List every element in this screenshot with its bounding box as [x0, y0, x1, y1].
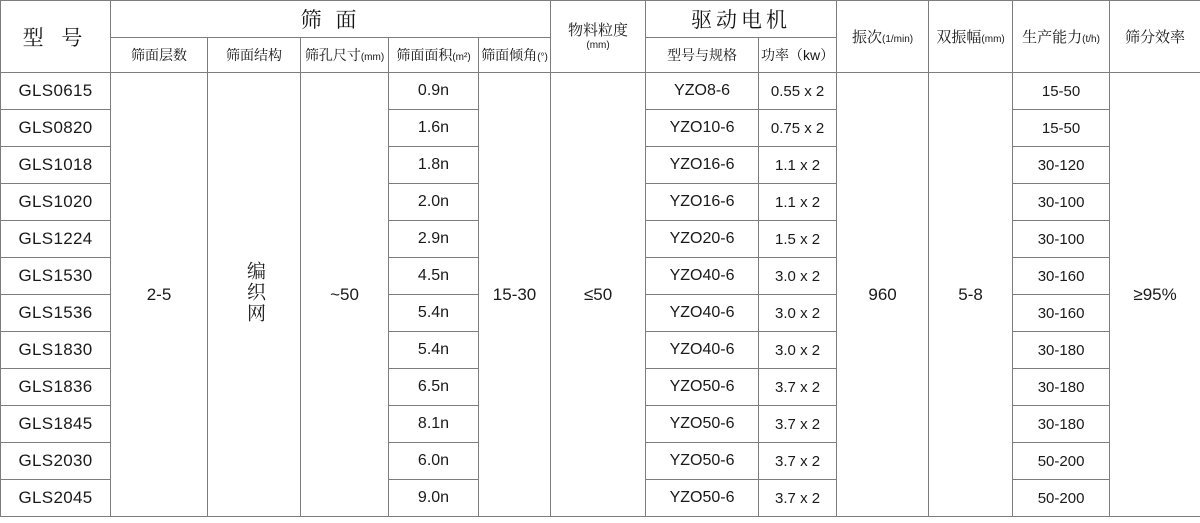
- table-body: [1, 73, 1200, 517]
- header-screen-surface: 筛 面: [111, 1, 551, 38]
- header-motor-model-label: 型号与规格: [667, 47, 738, 63]
- cell-screen-structure: [208, 73, 301, 517]
- cell-material-size: ≤50: [551, 73, 646, 517]
- cell-motor-power: 3.0 x 2: [759, 295, 837, 332]
- cell-model: GLS0615: [1, 73, 111, 110]
- header-frequency: [837, 1, 929, 73]
- header-capacity-unit: (t/h): [1082, 34, 1100, 45]
- cell-motor-model: YZO50-6: [646, 443, 759, 480]
- header-amplitude-unit: (mm): [981, 34, 1005, 45]
- cell-capacity: 30-100: [1013, 221, 1110, 258]
- header-amplitude-label: 双振幅: [936, 29, 982, 46]
- cell-motor-power: 3.0 x 2: [759, 332, 837, 369]
- cell-capacity: 30-180: [1013, 369, 1110, 406]
- cell-capacity: 50-200: [1013, 480, 1110, 517]
- cell-capacity: 15-50: [1013, 73, 1110, 110]
- header-drive-motor: 驱动电机: [646, 1, 837, 38]
- cell-capacity: 50-200: [1013, 443, 1110, 480]
- cell-screen-area: 6.0n: [389, 443, 479, 480]
- header-model: 型 号: [1, 1, 111, 73]
- cell-model: GLS1530: [1, 258, 111, 295]
- cell-screen-area: 1.6n: [389, 110, 479, 147]
- cell-capacity: 30-180: [1013, 406, 1110, 443]
- cell-motor-model: YZO20-6: [646, 221, 759, 258]
- cell-aperture: ~50: [301, 73, 389, 517]
- cell-model: GLS1836: [1, 369, 111, 406]
- header-material-size-label: 物料粒度: [568, 21, 629, 39]
- header-capacity-label: 生产能力: [1022, 29, 1083, 46]
- header-screen-area: [389, 38, 479, 73]
- header-material-size-unit: (mm): [586, 39, 610, 51]
- cell-amplitude: 5-8: [929, 73, 1013, 517]
- cell-screen-area: 1.8n: [389, 147, 479, 184]
- cell-capacity: 30-160: [1013, 258, 1110, 295]
- cell-motor-model: YZO40-6: [646, 295, 759, 332]
- cell-motor-power: 3.0 x 2: [759, 258, 837, 295]
- cell-screen-area: 5.4n: [389, 332, 479, 369]
- header-frequency-label: 振次: [851, 29, 882, 46]
- cell-motor-model: YZO50-6: [646, 369, 759, 406]
- header-row-top: [1, 1, 1200, 38]
- cell-motor-power: 3.7 x 2: [759, 480, 837, 517]
- cell-motor-power: 0.55 x 2: [759, 73, 837, 110]
- cell-model: GLS1224: [1, 221, 111, 258]
- cell-model: GLS0820: [1, 110, 111, 147]
- cell-motor-model: YZO50-6: [646, 406, 759, 443]
- cell-motor-power: 0.75 x 2: [759, 110, 837, 147]
- cell-screen-area: 2.0n: [389, 184, 479, 221]
- cell-motor-power: 3.7 x 2: [759, 443, 837, 480]
- cell-model: GLS1830: [1, 332, 111, 369]
- cell-frequency: 960: [837, 73, 929, 517]
- header-incline-label: 筛面倾角: [481, 47, 538, 63]
- header-motor-power: [759, 38, 837, 73]
- header-amplitude: [929, 1, 1013, 73]
- cell-motor-model: YZO16-6: [646, 147, 759, 184]
- header-efficiency-label: 筛分效率: [1125, 29, 1186, 46]
- cell-capacity: 30-160: [1013, 295, 1110, 332]
- cell-screen-area: 9.0n: [389, 480, 479, 517]
- header-screen-area-label: 筛面面积: [396, 47, 453, 63]
- cell-capacity: 30-120: [1013, 147, 1110, 184]
- cell-motor-model: YZO40-6: [646, 332, 759, 369]
- cell-motor-power: 1.5 x 2: [759, 221, 837, 258]
- cell-motor-power: 3.7 x 2: [759, 406, 837, 443]
- cell-incline: 15-30: [479, 73, 551, 517]
- header-screen-layers-label: 筛面层数: [131, 47, 187, 63]
- header-aperture-label: 筛孔尺寸: [304, 47, 361, 63]
- cell-motor-model: YZO16-6: [646, 184, 759, 221]
- header-motor-model: [646, 38, 759, 73]
- cell-screen-area: 2.9n: [389, 221, 479, 258]
- header-capacity: [1013, 1, 1110, 73]
- cell-capacity: 30-100: [1013, 184, 1110, 221]
- header-incline-unit: (°): [537, 52, 548, 63]
- header-aperture: [301, 38, 389, 73]
- header-screen-structure: [208, 38, 301, 73]
- header-efficiency: [1110, 1, 1200, 73]
- cell-screen-structure-text: 编织网: [244, 260, 265, 324]
- cell-model: GLS1536: [1, 295, 111, 332]
- cell-motor-model: YZO50-6: [646, 480, 759, 517]
- header-screen-layers: [111, 38, 208, 73]
- cell-capacity: 30-180: [1013, 332, 1110, 369]
- cell-model: GLS2030: [1, 443, 111, 480]
- cell-screen-area: 0.9n: [389, 73, 479, 110]
- cell-motor-model: YZO8-6: [646, 73, 759, 110]
- header-frequency-unit: (1/min): [882, 34, 914, 45]
- header-screen-structure-label: 筛面结构: [226, 47, 282, 63]
- cell-efficiency: ≥95%: [1110, 73, 1200, 517]
- cell-model: GLS1845: [1, 406, 111, 443]
- cell-screen-layers: 2-5: [111, 73, 208, 517]
- table-header: [1, 1, 1200, 73]
- cell-screen-area: 5.4n: [389, 295, 479, 332]
- cell-model: GLS2045: [1, 480, 111, 517]
- header-aperture-unit: (mm): [360, 52, 385, 63]
- header-incline: [479, 38, 551, 73]
- cell-motor-power: 1.1 x 2: [759, 184, 837, 221]
- cell-motor-power: 3.7 x 2: [759, 369, 837, 406]
- cell-capacity: 15-50: [1013, 110, 1110, 147]
- table-row: [1, 73, 1200, 110]
- header-material-size: [551, 1, 646, 73]
- header-screen-area-unit: (m²): [452, 52, 471, 63]
- cell-motor-power: 1.1 x 2: [759, 147, 837, 184]
- cell-screen-area: 6.5n: [389, 369, 479, 406]
- cell-model: GLS1020: [1, 184, 111, 221]
- cell-motor-model: YZO10-6: [646, 110, 759, 147]
- cell-motor-model: YZO40-6: [646, 258, 759, 295]
- header-motor-power-label: 功率（kw）: [761, 47, 835, 63]
- cell-model: GLS1018: [1, 147, 111, 184]
- cell-screen-area: 8.1n: [389, 406, 479, 443]
- cell-screen-area: 4.5n: [389, 258, 479, 295]
